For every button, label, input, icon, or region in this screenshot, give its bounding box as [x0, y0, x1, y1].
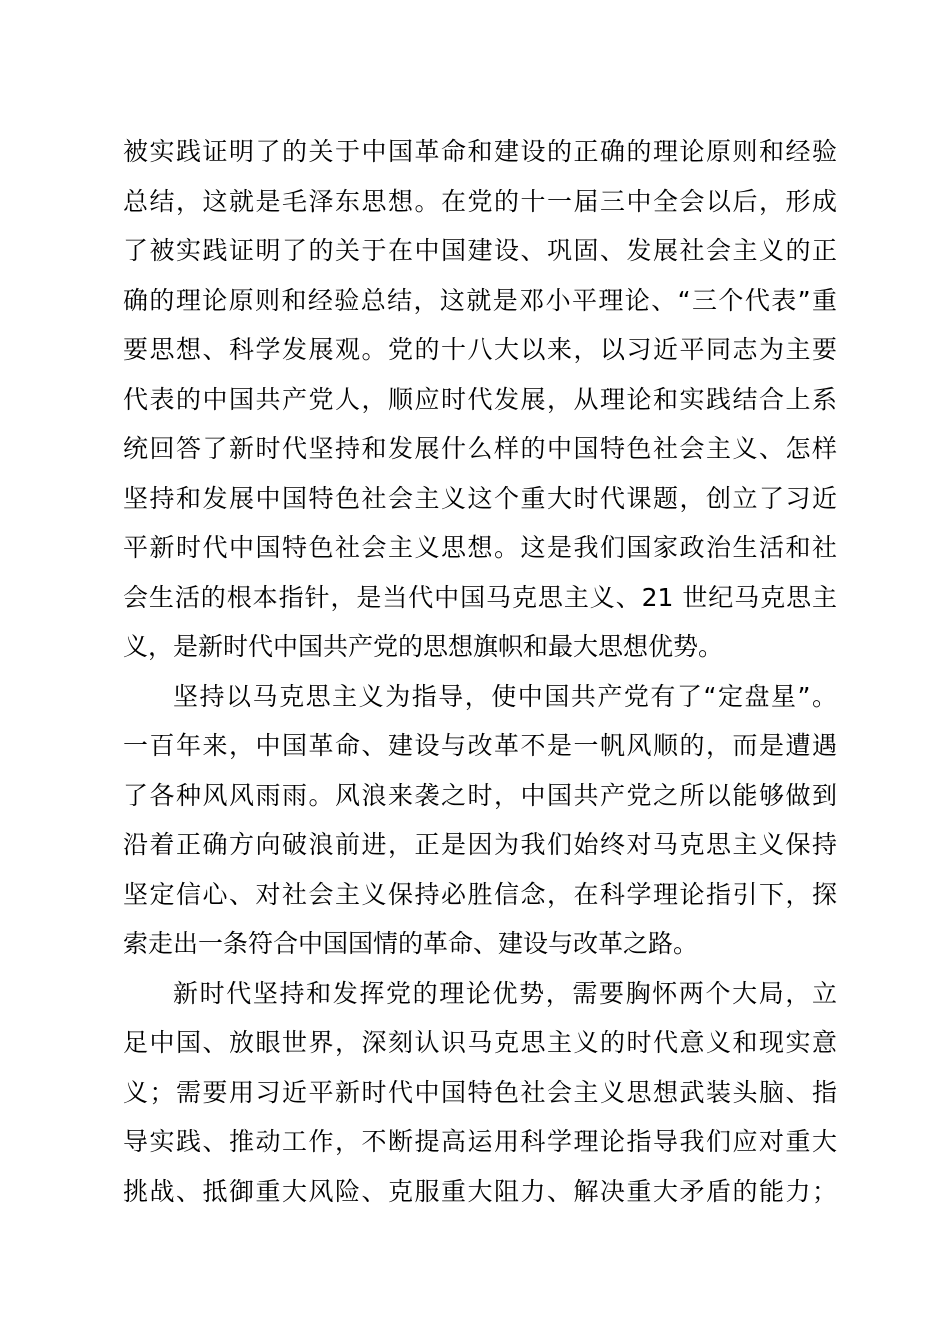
text-line: 义，是新时代中国共产党的思想旗帜和最大思想优势。	[123, 632, 724, 661]
text-line: 确的理论原则和经验总结，这就是邓小平理论、“三个代表”重	[123, 285, 837, 315]
text-line: 平新时代中国特色社会主义思想。这是我们国家政治生活和社	[123, 533, 837, 562]
text-line: 沿着正确方向破浪前进，正是因为我们始终对马克思主义保持	[123, 830, 837, 859]
text-line: 代表的中国共产党人，顺应时代发展，从理论和实践结合上系	[123, 384, 837, 414]
paragraph-2	[123, 672, 837, 969]
text-line: 导实践、推动工作，不断提高运用科学理论指导我们应对重大	[123, 1127, 837, 1156]
text-line: 一百年来，中国革命、建设与改革不是一帆风顺的，而是遭遇	[123, 731, 837, 760]
paragraph-1	[123, 127, 837, 672]
text-line: 坚持以马克思主义为指导，使中国共产党有了“定盘星”。	[173, 681, 837, 711]
text-line: 统回答了新时代坚持和发展什么样的中国特色社会主义、怎样	[123, 434, 837, 463]
text-line: 了被实践证明了的关于在中国建设、巩固、发展社会主义的正	[123, 236, 837, 265]
text-line: 新时代坚持和发挥党的理论优势，需要胸怀两个大局，立	[173, 978, 837, 1008]
paragraph-3	[123, 969, 837, 1217]
text-line: 索走出一条符合中国国情的革命、建设与改革之路。	[123, 929, 699, 958]
text-line: 要思想、科学发展观。党的十八大以来，以习近平同志为主要	[123, 335, 837, 364]
text-line: 挑战、抵御重大风险、克服重大阻力、解决重大矛盾的能力；	[123, 1176, 837, 1206]
document-body	[123, 127, 837, 1216]
text-line: 坚定信心、对社会主义保持必胜信念，在科学理论指引下，探	[123, 879, 837, 909]
text-line: 总结，这就是毛泽东思想。在党的十一届三中全会以后，形成	[123, 186, 837, 216]
text-line: 被实践证明了的关于中国革命和建设的正确的理论原则和经验	[123, 137, 837, 166]
text-line: 会生活的根本指针，是当代中国马克思主义、21 世纪马克思主	[123, 582, 837, 612]
text-line: 了各种风风雨雨。风浪来袭之时，中国共产党之所以能够做到	[123, 780, 837, 810]
text-line: 足中国、放眼世界，深刻认识马克思主义的时代意义和现实意	[123, 1028, 837, 1057]
text-line: 义；需要用习近平新时代中国特色社会主义思想武装头脑、指	[123, 1077, 837, 1107]
text-line: 坚持和发展中国特色社会主义这个重大时代课题，创立了习近	[123, 483, 837, 513]
